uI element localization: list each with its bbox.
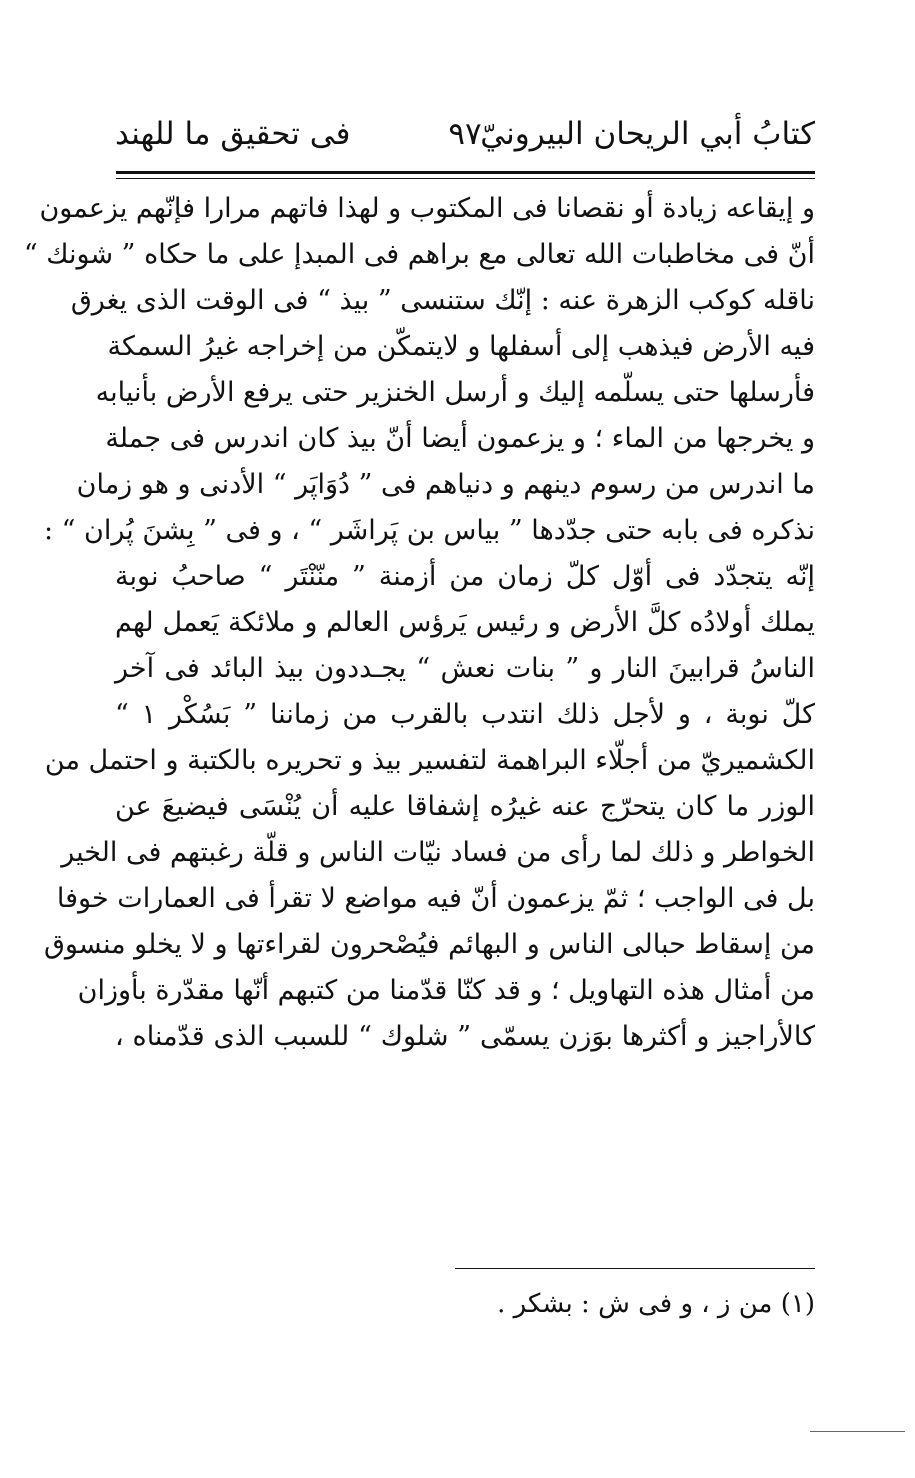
text-line: كلّ نوبة ، و لأجل ذلك انتدب بالقرب من زماننا ” بَسُكْر ١ “ [115,699,815,730]
text-line: كالأراجيز و أكثرها بوَزن يسمّى ” شلوك “ للسبب الذى قدّمناه ، [115,1021,815,1052]
text-line: من إسقاط حبالى الناس و البهائم فيُصْحرون لقراءتها و لا يخلو منسوق [43,929,815,960]
running-title: فى تحقيق ما للهند [115,116,351,152]
footnote: (١) من ز ، و فى ش : بشكر . [497,1289,815,1319]
text-line: الكشميريّ من أجلّاء البراهمة لتفسير بيذ و تحريره بالكتبة و احتمل من [44,745,815,776]
text-line: الخواطر و ذلك لما رأى من فساد نيّات الناس و قلّة رغبتهم فى الخير [61,837,815,868]
header-rule-thin [116,178,815,179]
text-line: أنّ فى مخاطبات الله تعالى مع براهم فى المبدإ على ما حكاه ” شونك “ [23,239,815,270]
text-line: الناسُ قرابينَ النار و ” بنات نعش “ يجـددون بيذ البائد فى آخر [115,653,815,684]
text-line: ما اندرس من رسوم دينهم و دنياهم فى ” دُوَاپَر “ الأدنى و هو زمان [76,469,815,500]
text-line: من أمثال هذه التهاويل ؛ و قد كنّا قدّمنا من كتبهم أنّها مقدّرة بأوزان [77,975,815,1006]
header-rule-thick [116,171,815,174]
text-line: فيه الأرض فيذهب إلى أسفلها و لايتمكّن من إخراجه غيرُ السمكة [107,331,815,362]
text-line: إنّه يتجدّد فى أوّل كلّ زمان من أزمنة ” منّنْتَر “ صاحبُ نوبة [115,561,815,592]
text-line: ناقله كوكب الزهرة عنه : إنّك ستنسى ” بيذ “ فى الوقت الذى يغرق [70,285,815,316]
text-line: و إيقاعه زيادة أو نقصانا فى المكتوب و لهذا فاتهم مرارا فإنّهم يزعمون [39,193,815,224]
text-line: يملك أولادُه كلَّ الأرض و رئيس يَرؤس العالم و ملائكة يَعمل لهم [115,607,815,638]
text-line: نذكره فى بابه حتى جدّدها ” بياس بن پَراشَر “ ، و فى ” بِشنَ پُران “ : [43,515,815,546]
main-text [23,186,815,1060]
footnote-separator [455,1268,815,1269]
page-number: ٩٧ [448,116,482,152]
text-line: و يخرجها من الماء ؛ و يزعمون أيضا أنّ بيذ كان اندرس فى جملة [105,423,815,454]
book-title: كتابُ أبي الريحان البيرونيّ [480,116,815,152]
bottom-edge-rule [810,1431,905,1432]
page-header [115,108,815,160]
text-line: فأرسلها حتى يسلّمه إليك و أرسل الخنزير حتى يرفع الأرض بأنيابه [95,377,815,408]
text-line: بل فى الواجب ؛ ثمّ يزعمون أنّ فيه مواضع لا تقرأ فى العمارات خوفا [56,883,815,914]
text-line: الوزر ما كان يتحرّج عنه غيرُه إشفاقا عليه أن يُنْسَى فيضيعَ عن [115,791,815,822]
